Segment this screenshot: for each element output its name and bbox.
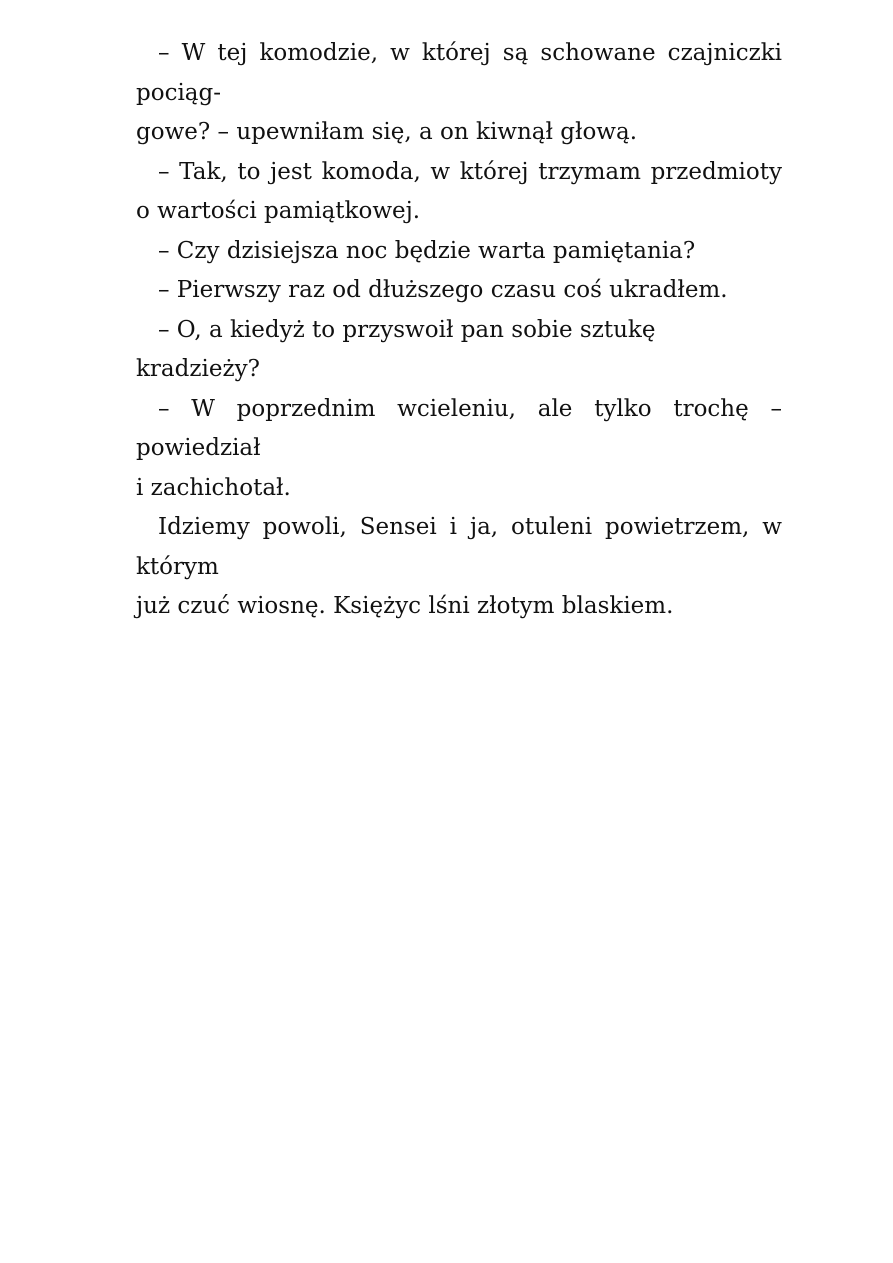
paragraph bbox=[114, 271, 782, 311]
paragraph bbox=[114, 390, 782, 509]
text-line: – W poprzednim wcieleniu, ale tylko trochę – powiedział bbox=[136, 395, 782, 461]
text-line: gowe? – upewniłam się, a on kiwnął głową. bbox=[136, 119, 638, 145]
text-line: Idziemy powoli, Sensei i ja, otuleni powietrzem, w którym bbox=[136, 514, 782, 580]
text-line: już czuć wiosnę. Księżyc lśni złotym blaskiem. bbox=[136, 593, 674, 619]
text-line: o wartości pamiątkowej. bbox=[136, 198, 421, 224]
text-line: – Czy dzisiejsza noc będzie warta pamiętania? bbox=[158, 237, 696, 264]
paragraph bbox=[114, 311, 782, 390]
paragraph bbox=[114, 232, 782, 272]
text-line: i zachichotał. bbox=[136, 474, 291, 501]
text-line: – Pierwszy raz od dłuższego czasu coś ukradłem. bbox=[158, 277, 728, 303]
paragraph bbox=[114, 153, 782, 232]
paragraph bbox=[114, 34, 782, 153]
text-line: – O, a kiedyż to przyswoił pan sobie sztukę kradzieży? bbox=[136, 316, 656, 382]
text-line: – W tej komodzie, w której są schowane czajniczki pociąg- bbox=[136, 40, 782, 106]
text-line: – Tak, to jest komoda, w której trzymam przedmioty bbox=[158, 158, 782, 185]
paragraph bbox=[114, 508, 782, 627]
body-text bbox=[114, 34, 782, 627]
